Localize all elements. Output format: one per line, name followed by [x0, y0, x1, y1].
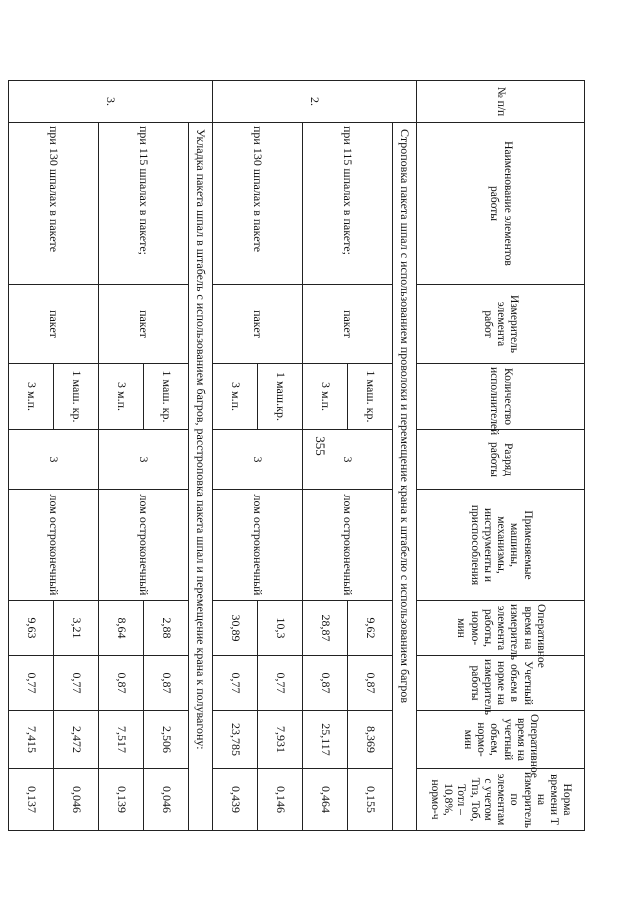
- header-workers: Количество исполнителей: [417, 364, 585, 430]
- row-workers-track: 3 м.п.: [213, 364, 258, 430]
- row-operative-time-volume: 7,517: [99, 711, 144, 769]
- row-time-norm: 0,155: [348, 769, 393, 831]
- row-accounting-volume: 0,77: [213, 656, 258, 711]
- header-operative-time-volume: Оперативное время на учетный объем, нормо-мин: [417, 711, 585, 769]
- section-title-row: [393, 81, 417, 831]
- row-time-norm: 0,137: [9, 769, 54, 831]
- row-operative-time-volume: 2,472: [54, 711, 99, 769]
- header-operative-time: Оперативное время на измеритель элемента работы, нормо-мин: [417, 601, 585, 656]
- row-operative-time: 2,88: [144, 601, 189, 656]
- row-workers-track: 3 м.п.: [303, 364, 348, 430]
- row-operative-time: 28,87: [303, 601, 348, 656]
- row-measure: пакет: [213, 285, 303, 364]
- row-measure: пакет: [99, 285, 189, 364]
- row-accounting-volume: 0,77: [54, 656, 99, 711]
- row-operative-time: 9,63: [9, 601, 54, 656]
- row-time-norm: 0,439: [213, 769, 258, 831]
- row-operative-time-volume: 25,117: [303, 711, 348, 769]
- row-operative-time-volume: 7,931: [258, 711, 303, 769]
- row-accounting-volume: 0,77: [9, 656, 54, 711]
- row-workers-track: 3 м.п.: [9, 364, 54, 430]
- row-operative-time: 9,62: [348, 601, 393, 656]
- table-row: [144, 81, 189, 831]
- row-grade: 3: [9, 430, 99, 490]
- row-operative-time: 10,3: [258, 601, 303, 656]
- row-workers-operator: 1 маш.кр.: [258, 364, 303, 430]
- row-tools: лом остроконечный: [213, 490, 303, 601]
- row-workers-track: 3 м.п.: [99, 364, 144, 430]
- row-name: при 115 шпалах в пакете;: [303, 123, 393, 285]
- row-workers-operator: 1 маш. кр.: [54, 364, 99, 430]
- row-operative-time-volume: 7,415: [9, 711, 54, 769]
- row-accounting-volume: 0,87: [348, 656, 393, 711]
- section-title: Строповка пакета шпал с использованием проволоки и перемещение крана к штабелю с использованием багров: [393, 123, 417, 831]
- header-measure: Измеритель элемента работ: [417, 285, 585, 364]
- row-measure: пакет: [9, 285, 99, 364]
- row-operative-time-volume: 8,369: [348, 711, 393, 769]
- row-time-norm: 0,046: [54, 769, 99, 831]
- header-grade: Разряд работы: [417, 430, 585, 490]
- section-number: 2.: [213, 81, 417, 123]
- row-operative-time-volume: 23,785: [213, 711, 258, 769]
- table-row: [258, 81, 303, 831]
- section-title-row: [189, 81, 213, 831]
- row-time-norm: 0,046: [144, 769, 189, 831]
- row-time-norm: 0,139: [99, 769, 144, 831]
- row-grade: 3: [99, 430, 189, 490]
- header-tools: Применяемые машины, механизмы, инструменты и приспособления: [417, 490, 585, 601]
- row-name: при 130 шпалах в пакете: [9, 123, 99, 285]
- table-row: [348, 81, 393, 831]
- row-name: при 130 шпалах в пакете: [213, 123, 303, 285]
- header-accounting-volume: Учетный объем в норме на измеритель работы: [417, 656, 585, 711]
- header-time-norm: Норма времени Т на измеритель по элементам с учетом Тпз, Тоб, Тотл – 10,8%, нормо-ч: [417, 769, 585, 831]
- section-number: 3.: [9, 81, 213, 123]
- table-header-row: [417, 81, 585, 831]
- header-name: Наименование элементов работы: [417, 123, 585, 285]
- row-accounting-volume: 0,77: [258, 656, 303, 711]
- row-operative-time-volume: 2,506: [144, 711, 189, 769]
- row-operative-time: 30,89: [213, 601, 258, 656]
- row-measure: пакет: [303, 285, 393, 364]
- row-workers-operator: 1 маш. кр.: [348, 364, 393, 430]
- row-tools: лом остроконечный: [9, 490, 99, 601]
- row-name: при 115 шпалах в пакете;: [99, 123, 189, 285]
- row-time-norm: 0,146: [258, 769, 303, 831]
- row-tools: лом остроконечный: [303, 490, 393, 601]
- rotated-table-frame: [24, 80, 585, 830]
- row-accounting-volume: 0,87: [303, 656, 348, 711]
- section-title: Укладка пакета шпал в штабель с использованием багров, расстроповка пакета шпал и перемещение крана к полувагону:: [189, 123, 213, 831]
- row-time-norm: 0,464: [303, 769, 348, 831]
- row-accounting-volume: 0,87: [144, 656, 189, 711]
- row-workers-operator: 1 маш. кр.: [144, 364, 189, 430]
- norms-table: [8, 80, 585, 831]
- row-grade: 3: [303, 430, 393, 490]
- row-operative-time: 3,21: [54, 601, 99, 656]
- page-number: 355: [313, 436, 328, 456]
- row-grade: 3: [213, 430, 303, 490]
- table-row: [54, 81, 99, 831]
- header-num: № п/п: [417, 81, 585, 123]
- row-operative-time: 8,64: [99, 601, 144, 656]
- row-tools: лом остроконечный: [99, 490, 189, 601]
- row-accounting-volume: 0,87: [99, 656, 144, 711]
